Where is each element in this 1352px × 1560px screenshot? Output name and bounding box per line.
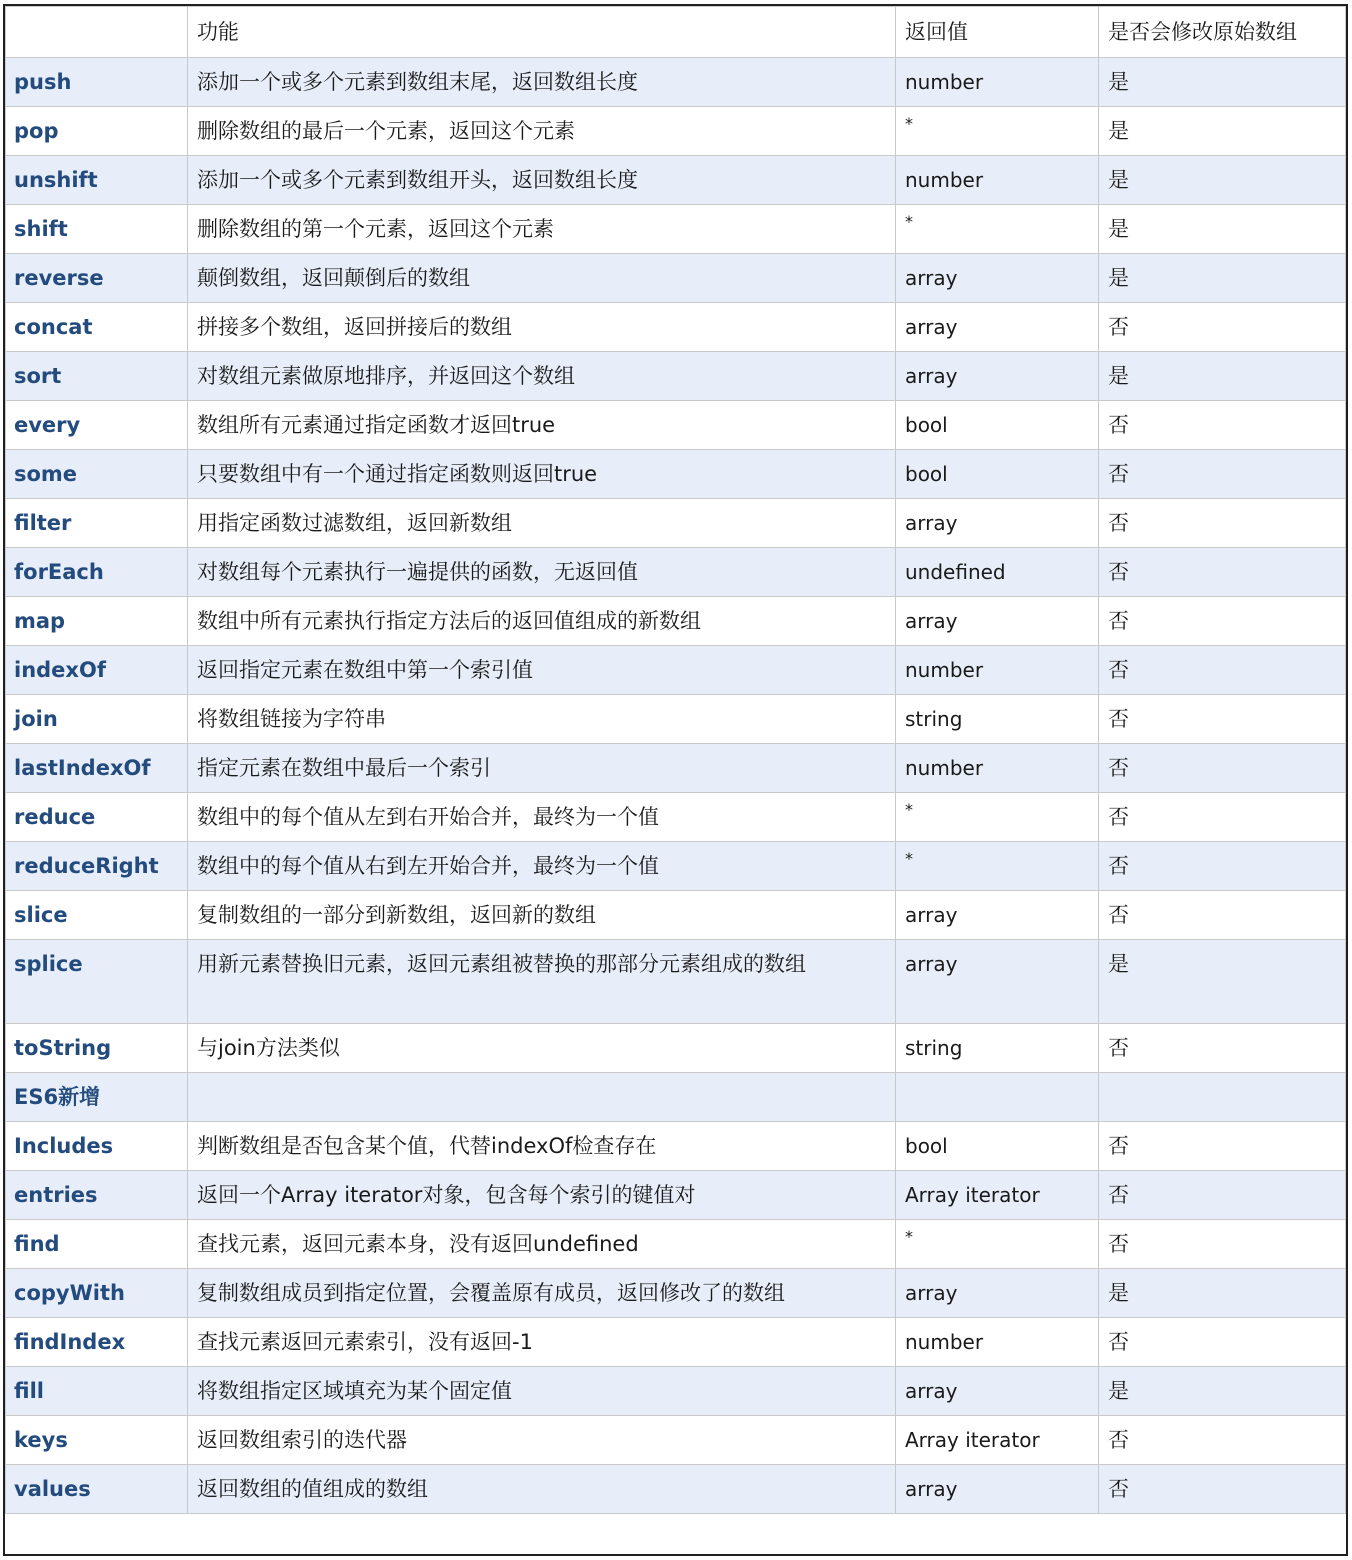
return-value-cell — [896, 1073, 1099, 1122]
table-row — [6, 205, 1346, 254]
description-cell: 删除数组的最后一个元素，返回这个元素 — [188, 107, 896, 156]
method-name-cell: unshift — [6, 156, 188, 205]
return-value-cell: array — [896, 352, 1099, 401]
array-methods-table — [5, 6, 1346, 1514]
description-cell: 删除数组的第一个元素，返回这个元素 — [188, 205, 896, 254]
mutates-cell: 是 — [1099, 1269, 1346, 1318]
description-cell: 返回指定元素在数组中第一个索引值 — [188, 646, 896, 695]
table-row — [6, 1220, 1346, 1269]
table-row — [6, 940, 1346, 1024]
table-header — [6, 7, 1346, 58]
header-function: 功能 — [188, 7, 896, 58]
method-name-cell: ES6新增 — [6, 1073, 188, 1122]
description-cell: 拼接多个数组，返回拼接后的数组 — [188, 303, 896, 352]
table-row — [6, 597, 1346, 646]
return-value-cell: * — [896, 107, 1099, 156]
mutates-cell: 是 — [1099, 940, 1346, 1024]
description-cell: 指定元素在数组中最后一个索引 — [188, 744, 896, 793]
table-row — [6, 1416, 1346, 1465]
method-name-cell: pop — [6, 107, 188, 156]
return-value-cell: * — [896, 793, 1099, 842]
description-cell: 判断数组是否包含某个值，代替indexOf检查存在 — [188, 1122, 896, 1171]
method-name-cell: sort — [6, 352, 188, 401]
mutates-cell: 否 — [1099, 597, 1346, 646]
return-value-cell: Array iterator — [896, 1171, 1099, 1220]
table-row — [6, 58, 1346, 107]
return-value-cell: array — [896, 303, 1099, 352]
return-value-cell: Array iterator — [896, 1416, 1099, 1465]
return-value-cell: string — [896, 1024, 1099, 1073]
method-name-cell: reduce — [6, 793, 188, 842]
return-value-cell: array — [896, 1465, 1099, 1514]
mutates-cell: 是 — [1099, 1367, 1346, 1416]
table-body — [6, 58, 1346, 1514]
description-cell: 数组中所有元素执行指定方法后的返回值组成的新数组 — [188, 597, 896, 646]
description-cell: 将数组指定区域填充为某个固定值 — [188, 1367, 896, 1416]
mutates-cell: 是 — [1099, 58, 1346, 107]
description-cell: 将数组链接为字符串 — [188, 695, 896, 744]
table-row — [6, 1073, 1346, 1122]
method-name-cell: indexOf — [6, 646, 188, 695]
description-cell: 用指定函数过滤数组，返回新数组 — [188, 499, 896, 548]
method-name-cell: lastIndexOf — [6, 744, 188, 793]
description-cell: 返回一个Array iterator对象，包含每个索引的键值对 — [188, 1171, 896, 1220]
header-row — [6, 7, 1346, 58]
description-cell — [188, 1073, 896, 1122]
return-value-cell: bool — [896, 401, 1099, 450]
return-value-cell: array — [896, 499, 1099, 548]
description-cell: 数组中的每个值从左到右开始合并，最终为一个值 — [188, 793, 896, 842]
method-name-cell: entries — [6, 1171, 188, 1220]
return-value-cell: number — [896, 646, 1099, 695]
table-row — [6, 744, 1346, 793]
mutates-cell — [1099, 1073, 1346, 1122]
return-value-cell: array — [896, 254, 1099, 303]
method-name-cell: concat — [6, 303, 188, 352]
description-cell: 与join方法类似 — [188, 1024, 896, 1073]
table-row — [6, 352, 1346, 401]
method-name-cell: toString — [6, 1024, 188, 1073]
method-name-cell: splice — [6, 940, 188, 1024]
table-row — [6, 1367, 1346, 1416]
description-cell: 用新元素替换旧元素，返回元素组被替换的那部分元素组成的数组 — [188, 940, 896, 1024]
return-value-cell: bool — [896, 450, 1099, 499]
method-name-cell: forEach — [6, 548, 188, 597]
mutates-cell: 是 — [1099, 156, 1346, 205]
method-name-cell: some — [6, 450, 188, 499]
mutates-cell: 否 — [1099, 646, 1346, 695]
method-name-cell: map — [6, 597, 188, 646]
mutates-cell: 否 — [1099, 401, 1346, 450]
table-row — [6, 1122, 1346, 1171]
header-method — [6, 7, 188, 58]
method-name-cell: find — [6, 1220, 188, 1269]
return-value-cell: undefined — [896, 548, 1099, 597]
description-cell: 对数组每个元素执行一遍提供的函数，无返回值 — [188, 548, 896, 597]
description-cell: 返回数组索引的迭代器 — [188, 1416, 896, 1465]
return-value-cell: number — [896, 744, 1099, 793]
description-cell: 数组所有元素通过指定函数才返回true — [188, 401, 896, 450]
method-name-cell: reduceRight — [6, 842, 188, 891]
table-row — [6, 450, 1346, 499]
description-cell: 查找元素，返回元素本身，没有返回undefined — [188, 1220, 896, 1269]
method-name-cell: every — [6, 401, 188, 450]
return-value-cell: string — [896, 695, 1099, 744]
mutates-cell: 否 — [1099, 499, 1346, 548]
mutates-cell: 否 — [1099, 1024, 1346, 1073]
mutates-cell: 否 — [1099, 842, 1346, 891]
description-cell: 添加一个或多个元素到数组末尾，返回数组长度 — [188, 58, 896, 107]
description-cell: 添加一个或多个元素到数组开头，返回数组长度 — [188, 156, 896, 205]
array-methods-table-container — [3, 4, 1348, 1556]
return-value-cell: array — [896, 891, 1099, 940]
table-row — [6, 695, 1346, 744]
mutates-cell: 是 — [1099, 254, 1346, 303]
mutates-cell: 否 — [1099, 303, 1346, 352]
mutates-cell: 否 — [1099, 1318, 1346, 1367]
mutates-cell: 否 — [1099, 1416, 1346, 1465]
method-name-cell: fill — [6, 1367, 188, 1416]
mutates-cell: 否 — [1099, 450, 1346, 499]
description-cell: 返回数组的值组成的数组 — [188, 1465, 896, 1514]
mutates-cell: 否 — [1099, 1122, 1346, 1171]
header-return-value: 返回值 — [896, 7, 1099, 58]
mutates-cell: 是 — [1099, 352, 1346, 401]
return-value-cell: array — [896, 940, 1099, 1024]
return-value-cell: bool — [896, 1122, 1099, 1171]
method-name-cell: push — [6, 58, 188, 107]
method-name-cell: join — [6, 695, 188, 744]
table-row — [6, 891, 1346, 940]
table-row — [6, 156, 1346, 205]
method-name-cell: Includes — [6, 1122, 188, 1171]
method-name-cell: slice — [6, 891, 188, 940]
header-mutates-original: 是否会修改原始数组 — [1099, 7, 1346, 58]
method-name-cell: filter — [6, 499, 188, 548]
mutates-cell: 否 — [1099, 793, 1346, 842]
return-value-cell: array — [896, 1269, 1099, 1318]
table-row — [6, 1171, 1346, 1220]
table-row — [6, 548, 1346, 597]
method-name-cell: values — [6, 1465, 188, 1514]
mutates-cell: 是 — [1099, 205, 1346, 254]
return-value-cell: number — [896, 1318, 1099, 1367]
return-value-cell: number — [896, 156, 1099, 205]
mutates-cell: 否 — [1099, 548, 1346, 597]
mutates-cell: 否 — [1099, 1171, 1346, 1220]
table-row — [6, 1269, 1346, 1318]
table-row — [6, 107, 1346, 156]
table-row — [6, 842, 1346, 891]
mutates-cell: 否 — [1099, 1465, 1346, 1514]
description-cell: 对数组元素做原地排序，并返回这个数组 — [188, 352, 896, 401]
description-cell: 复制数组成员到指定位置，会覆盖原有成员，返回修改了的数组 — [188, 1269, 896, 1318]
mutates-cell: 否 — [1099, 695, 1346, 744]
description-cell: 数组中的每个值从右到左开始合并，最终为一个值 — [188, 842, 896, 891]
table-row — [6, 1024, 1346, 1073]
mutates-cell: 否 — [1099, 1220, 1346, 1269]
return-value-cell: array — [896, 1367, 1099, 1416]
return-value-cell: array — [896, 597, 1099, 646]
return-value-cell: * — [896, 205, 1099, 254]
description-cell: 只要数组中有一个通过指定函数则返回true — [188, 450, 896, 499]
return-value-cell: * — [896, 842, 1099, 891]
return-value-cell: number — [896, 58, 1099, 107]
method-name-cell: findIndex — [6, 1318, 188, 1367]
method-name-cell: keys — [6, 1416, 188, 1465]
description-cell: 查找元素返回元素索引，没有返回-1 — [188, 1318, 896, 1367]
return-value-cell: * — [896, 1220, 1099, 1269]
table-row — [6, 793, 1346, 842]
method-name-cell: copyWith — [6, 1269, 188, 1318]
mutates-cell: 否 — [1099, 744, 1346, 793]
table-row — [6, 303, 1346, 352]
table-row — [6, 401, 1346, 450]
table-row — [6, 1318, 1346, 1367]
description-cell: 颠倒数组，返回颠倒后的数组 — [188, 254, 896, 303]
method-name-cell: reverse — [6, 254, 188, 303]
table-row — [6, 499, 1346, 548]
mutates-cell: 是 — [1099, 107, 1346, 156]
description-cell: 复制数组的一部分到新数组，返回新的数组 — [188, 891, 896, 940]
method-name-cell: shift — [6, 205, 188, 254]
table-row — [6, 1465, 1346, 1514]
mutates-cell: 否 — [1099, 891, 1346, 940]
table-row — [6, 254, 1346, 303]
table-row — [6, 646, 1346, 695]
